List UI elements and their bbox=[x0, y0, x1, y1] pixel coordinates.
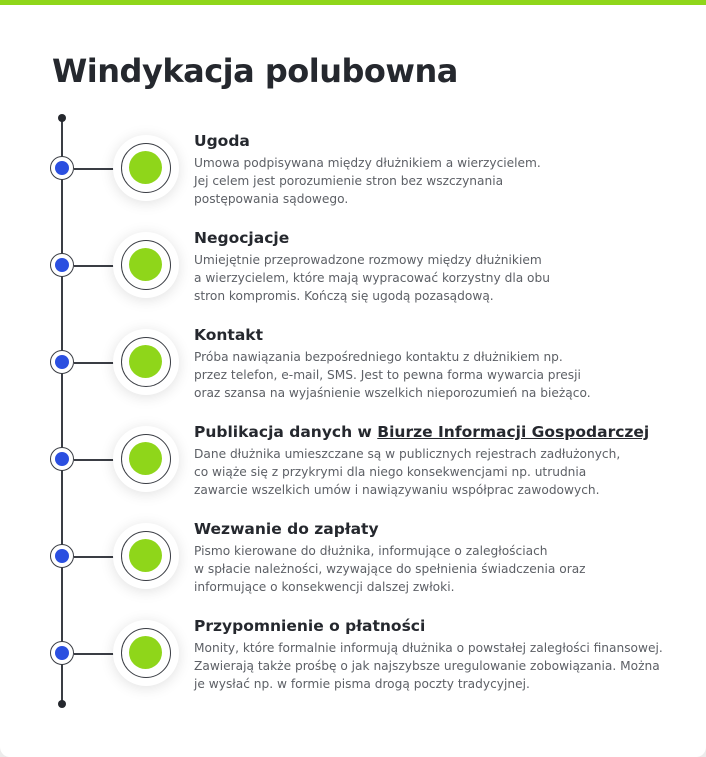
step-description-line: Dane dłużnika umieszczane są w publicznych rejestrach zadłużonych, bbox=[194, 447, 621, 461]
step-description-line: a wierzycielem, które mają wypracować korzystny dla obu bbox=[194, 271, 550, 285]
timeline-node bbox=[50, 253, 74, 277]
step-description-line: informujące o konsekwencji dalszej zwłoki. bbox=[194, 580, 455, 594]
timeline-node bbox=[50, 447, 74, 471]
step-description bbox=[194, 251, 674, 305]
timeline-node-dot bbox=[55, 258, 69, 272]
step-description-line: Umowa podpisywana między dłużnikiem a wierzycielem. bbox=[194, 156, 541, 170]
accent-top-bar bbox=[0, 0, 706, 5]
step-description-line: zawarcie wszelkich umów i nawiązywaniu współprac zawodowych. bbox=[194, 483, 600, 497]
timeline-end-dot bbox=[58, 700, 66, 708]
step-badge bbox=[121, 337, 171, 387]
step-description bbox=[194, 542, 674, 596]
timeline-step-negocjacje bbox=[0, 220, 706, 310]
badge-green-dot bbox=[129, 442, 162, 475]
timeline-node bbox=[50, 350, 74, 374]
step-description-line: Jej celem jest porozumienie stron bez wszczynania bbox=[194, 174, 504, 188]
step-title: Negocjacje bbox=[194, 229, 290, 247]
step-description-line: stron kompromis. Kończą się ugodą pozasądową. bbox=[194, 289, 494, 303]
timeline-step-wezwanie bbox=[0, 511, 706, 601]
step-description bbox=[194, 154, 674, 208]
step-badge bbox=[121, 434, 171, 484]
step-description-line: postępowania sądowego. bbox=[194, 192, 349, 206]
step-title: Przypomnienie o płatności bbox=[194, 617, 426, 635]
badge-green-dot bbox=[129, 151, 162, 184]
timeline-step-kontakt bbox=[0, 317, 706, 407]
timeline-node bbox=[50, 544, 74, 568]
step-title: Wezwanie do zapłaty bbox=[194, 520, 379, 538]
step-description bbox=[194, 348, 674, 402]
badge-green-dot bbox=[129, 345, 162, 378]
timeline-step-przypomnienie bbox=[0, 608, 706, 698]
step-badge bbox=[121, 143, 171, 193]
step-description bbox=[194, 639, 674, 693]
step-description-line: Zawierają także prośbę o jak najszybsze uregulowanie zobowiązania. Można bbox=[194, 659, 660, 673]
step-description-line: Umiejętnie przeprowadzone rozmowy między dłużnikiem bbox=[194, 253, 542, 267]
step-description-line: Próba nawiązania bezpośredniego kontaktu z dłużnikiem np. bbox=[194, 350, 563, 364]
step-badge bbox=[121, 628, 171, 678]
step-description bbox=[194, 445, 674, 499]
timeline-node-dot bbox=[55, 549, 69, 563]
timeline-node-dot bbox=[55, 452, 69, 466]
badge-green-dot bbox=[129, 636, 162, 669]
step-description-line: Pismo kierowane do dłużnika, informujące o zaległościach bbox=[194, 544, 548, 558]
step-title bbox=[194, 423, 649, 441]
step-description-line: oraz szansa na wyjaśnienie wszelkich nieporozumień na bieżąco. bbox=[194, 386, 591, 400]
step-description-line: Monity, które formalnie informują dłużnika o powstałej zaległości finansowej. bbox=[194, 641, 663, 655]
step-description-line: w spłacie należności, wzywające do spełnienia świadczenia oraz bbox=[194, 562, 586, 576]
step-badge bbox=[121, 531, 171, 581]
timeline-node-dot bbox=[55, 161, 69, 175]
timeline-step-ugoda bbox=[0, 123, 706, 213]
badge-green-dot bbox=[129, 248, 162, 281]
timeline-node bbox=[50, 156, 74, 180]
page-title: Windykacja polubowna bbox=[52, 52, 458, 90]
badge-green-dot bbox=[129, 539, 162, 572]
timeline-node-dot bbox=[55, 355, 69, 369]
timeline-node-dot bbox=[55, 646, 69, 660]
timeline-node bbox=[50, 641, 74, 665]
step-title-prefix: Publikacja danych w bbox=[194, 423, 378, 441]
step-description-line: przez telefon, e-mail, SMS. Jest to pewna forma wywarcia presji bbox=[194, 368, 581, 382]
big-link[interactable]: Biurze Informacji Gospodarczej bbox=[377, 423, 650, 441]
step-description-line: je wysłać np. w formie pisma drogą poczty tradycyjnej. bbox=[194, 677, 530, 691]
step-title: Ugoda bbox=[194, 132, 250, 150]
timeline-start-dot bbox=[58, 114, 66, 122]
step-badge bbox=[121, 240, 171, 290]
step-description-line: co wiąże się z przykrymi dla niego konsekwencjami np. utrudnia bbox=[194, 465, 587, 479]
timeline-step-publikacja-big bbox=[0, 414, 706, 504]
step-title: Kontakt bbox=[194, 326, 264, 344]
